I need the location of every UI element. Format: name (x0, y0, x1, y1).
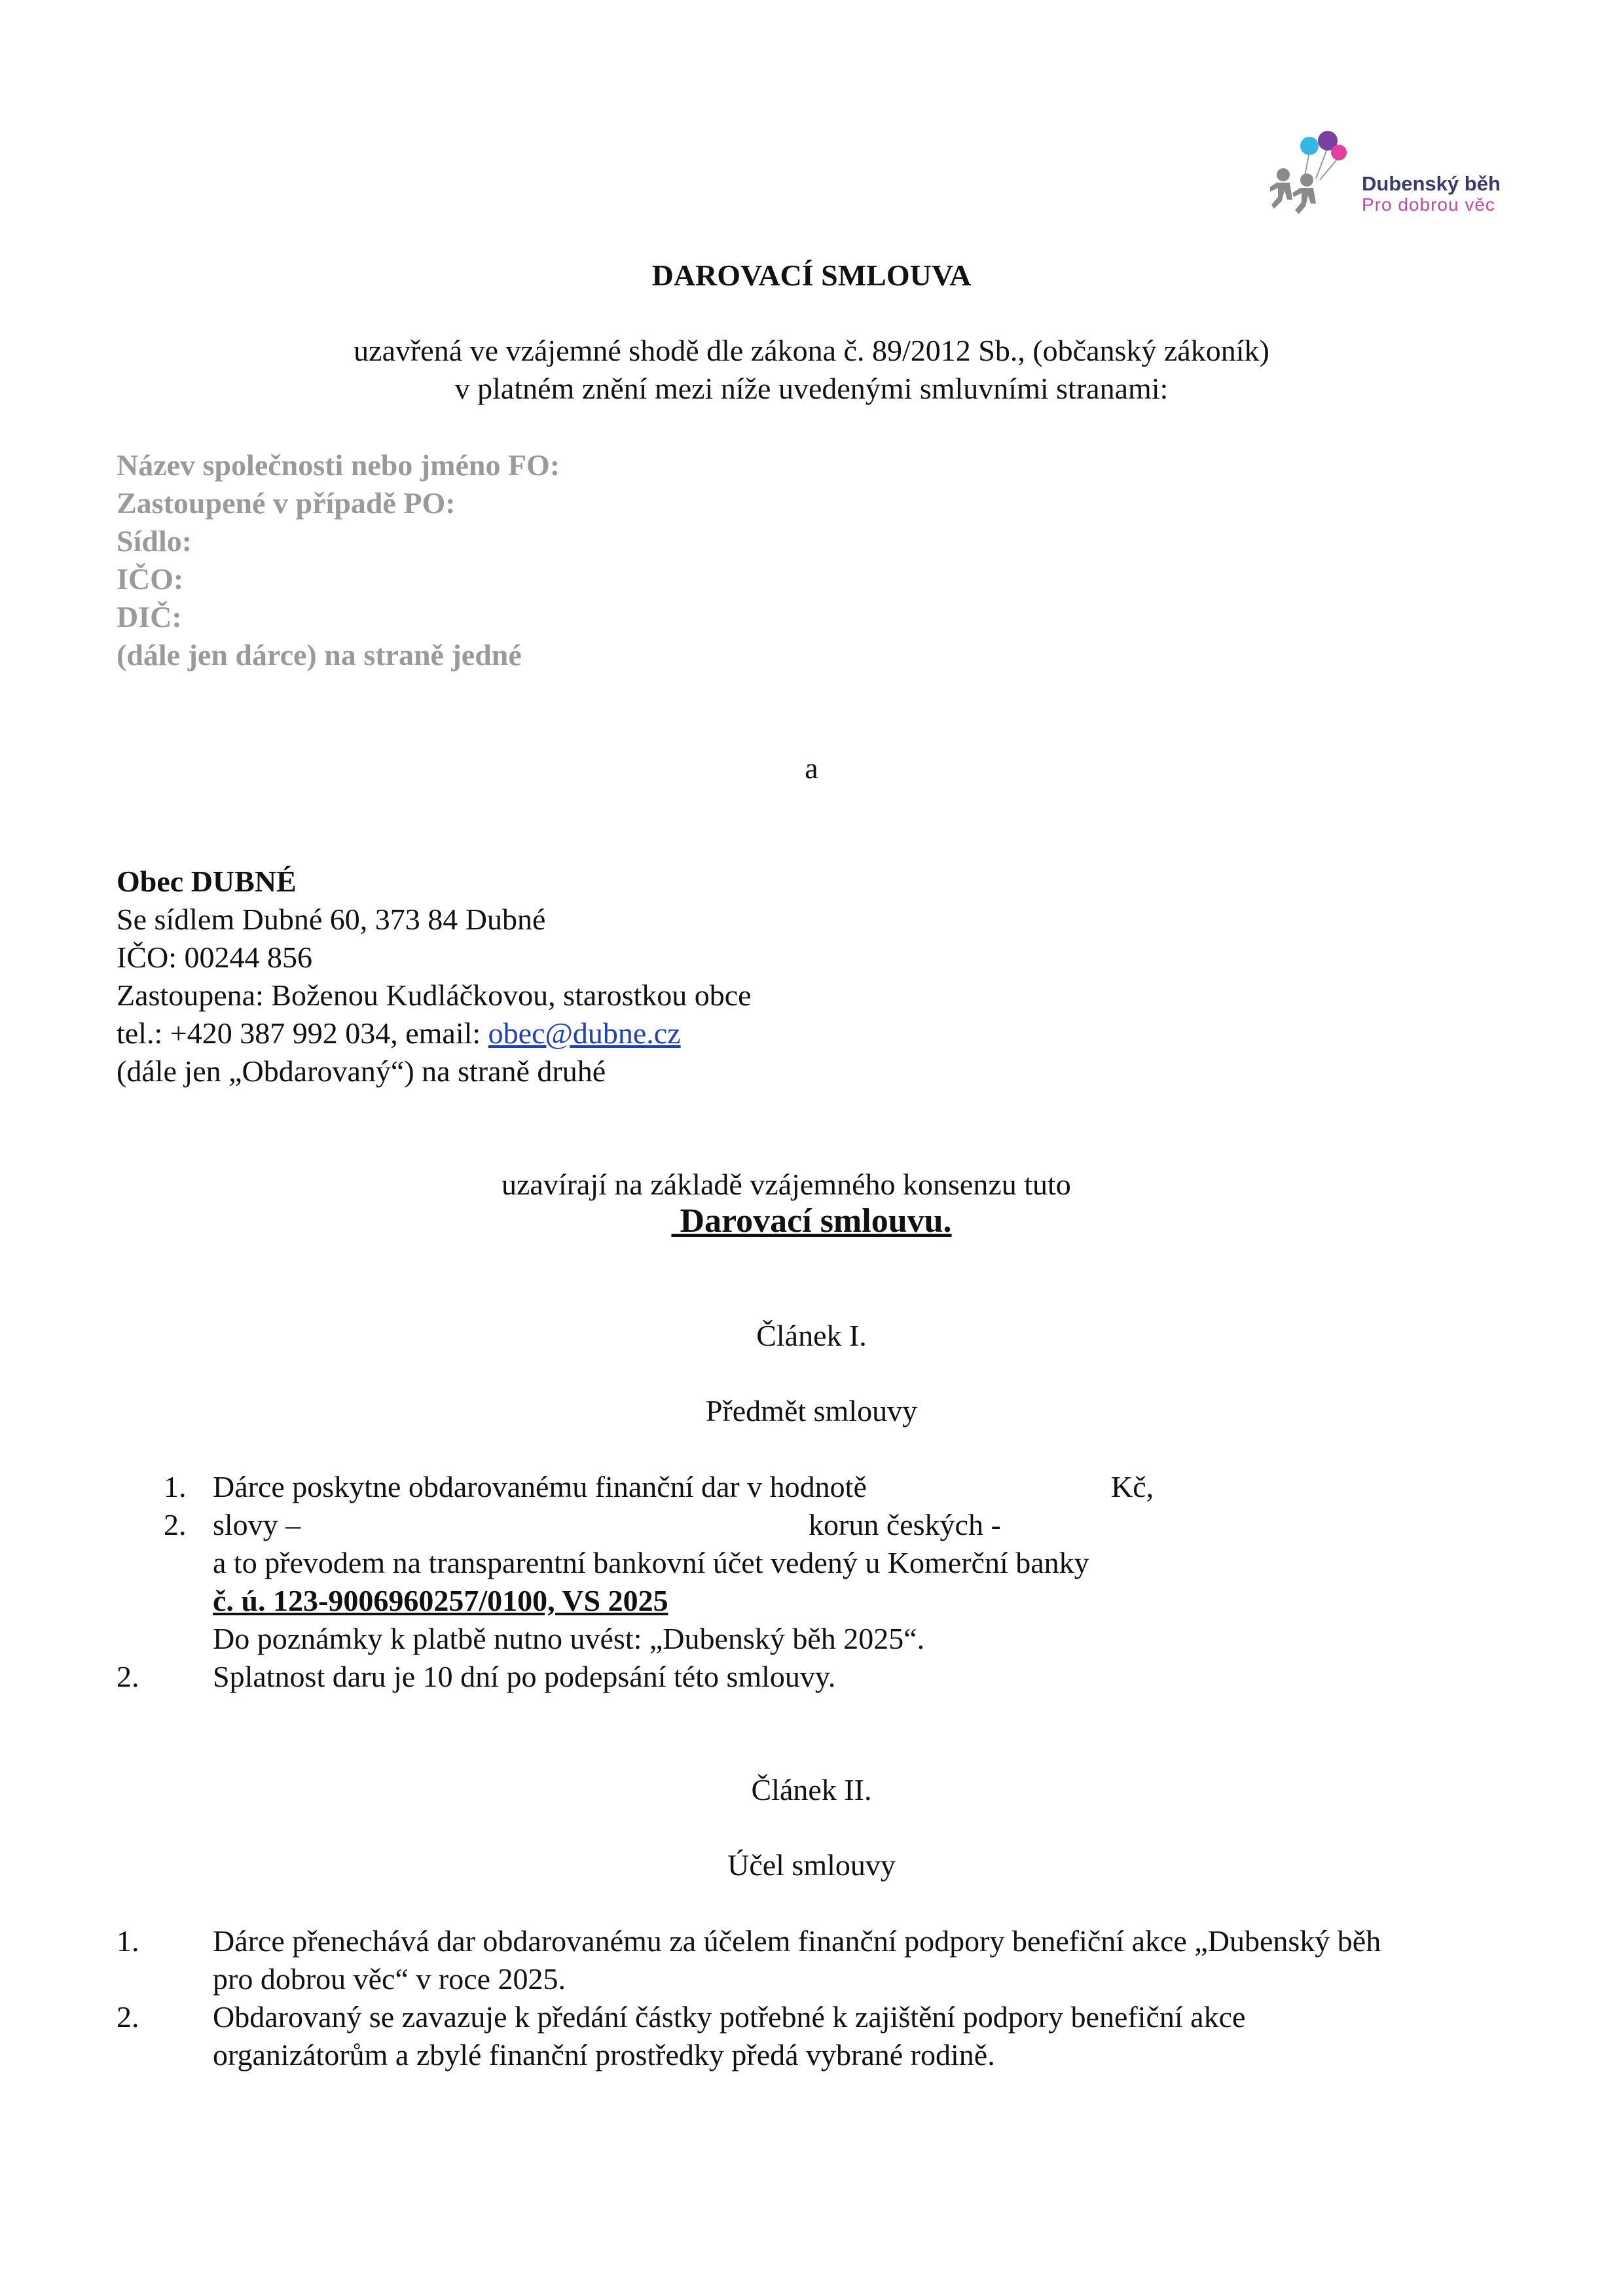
article-2-item-1-number: 1. (117, 1924, 139, 1958)
recipient-name: Obec DUBNÉ (117, 865, 297, 898)
recipient-rep: Zastoupena: Boženou Kudláčkovou, starostkou obce (117, 978, 752, 1012)
article-1-item-2-number: 2. (164, 1508, 187, 1541)
recipient-role: (dále jen „Obdarovaný“) na straně druhé (117, 1054, 606, 1088)
logo (1270, 128, 1506, 219)
article-1-item-1-number: 1. (164, 1470, 187, 1503)
conclude-title-label: Darovací smlouvu (680, 1202, 943, 1240)
article-1-account: č. ú. 123-9006960257/0100, VS 2025 (213, 1584, 668, 1617)
article-2-item-1-line-1: Dárce přenechává dar obdarovanému za účelem finanční podpory benefiční akce „Dubenský běh (213, 1924, 1381, 1958)
article-2-item-2-number: 2. (117, 2000, 139, 2034)
article-2-item-1-line-2: pro dobrou věc“ v roce 2025. (213, 1962, 566, 1996)
donor-seat-label: Sídlo: (117, 524, 192, 558)
recipient-ico: IČO: 00244 856 (117, 941, 312, 974)
article-2-heading: Článek II. (751, 1773, 872, 1806)
article-2-item-2-line-2: organizátorům a zbylé finanční prostředky předá vybrané rodině. (213, 2038, 995, 2072)
intro-line-2: v platném znění mezi níže uvedenými smluvními stranami: (454, 372, 1169, 405)
article-1-transfer-text: a to převodem na transparentní bankovní účet vedený u Komerční banky (213, 1546, 1089, 1579)
article-1-item-3-text: Splatnost daru je 10 dní po podepsání této smlouvy. (213, 1660, 836, 1693)
logo-name: Dubenský běh (1362, 172, 1501, 195)
article-2-subheading: Účel smlouvy (727, 1848, 896, 1882)
conclude-title-text (671, 1202, 951, 1240)
article-1-item-1-text: Dárce poskytne obdarovanému finanční dar v hodnotě (213, 1470, 867, 1503)
article-1-payment-note: Do poznámky k platbě nutno uvést: „Dubenský běh 2025“. (213, 1622, 925, 1655)
recipient-contact-text: tel.: +420 387 992 034, email: (117, 1016, 488, 1050)
donor-name-label: Název společnosti nebo jméno FO: (117, 448, 560, 482)
article-2-item-2-line-1: Obdarovaný se zavazuje k předání částky potřebné k zajištění podpory benefiční akce (213, 2000, 1246, 2034)
recipient-email-link[interactable]: obec@dubne.cz (488, 1016, 681, 1050)
donor-rep-label: Zastoupené v případě PO: (117, 486, 456, 520)
donor-ico-label: IČO: (117, 562, 184, 596)
article-1-subheading: Předmět smlouvy (705, 1394, 918, 1427)
article-1-item-1-currency: Kč, (1111, 1470, 1154, 1503)
article-1-heading: Článek I. (756, 1319, 867, 1352)
conjunction-and: a (805, 751, 818, 785)
donor-role: (dále jen dárce) na straně jedné (117, 638, 522, 672)
conclude-line: uzavírají na základě vzájemného konsenzu tuto (501, 1168, 1071, 1201)
balloons-children-icon (1270, 128, 1362, 219)
document-title: DAROVACÍ SMLOUVA (651, 259, 972, 292)
recipient-seat: Se sídlem Dubné 60, 373 84 Dubné (117, 903, 546, 936)
recipient-contact (117, 1018, 681, 1049)
intro-line-1: uzavřená ve vzájemné shodě dle zákona č. 89/2012 Sb., (občanský zákoník) (354, 334, 1269, 367)
conclude-title-suffix: . (943, 1202, 952, 1240)
article-1-item-2-words: slovy – (213, 1508, 301, 1541)
article-1-item-2-currency-words: korun českých - (809, 1508, 1001, 1541)
donor-dic-label: DIČ: (117, 600, 182, 634)
article-1-item-3-number: 2. (117, 1660, 139, 1693)
logo-tagline: Pro dobrou věc (1362, 194, 1495, 215)
conclude-title (0, 1204, 1623, 1238)
